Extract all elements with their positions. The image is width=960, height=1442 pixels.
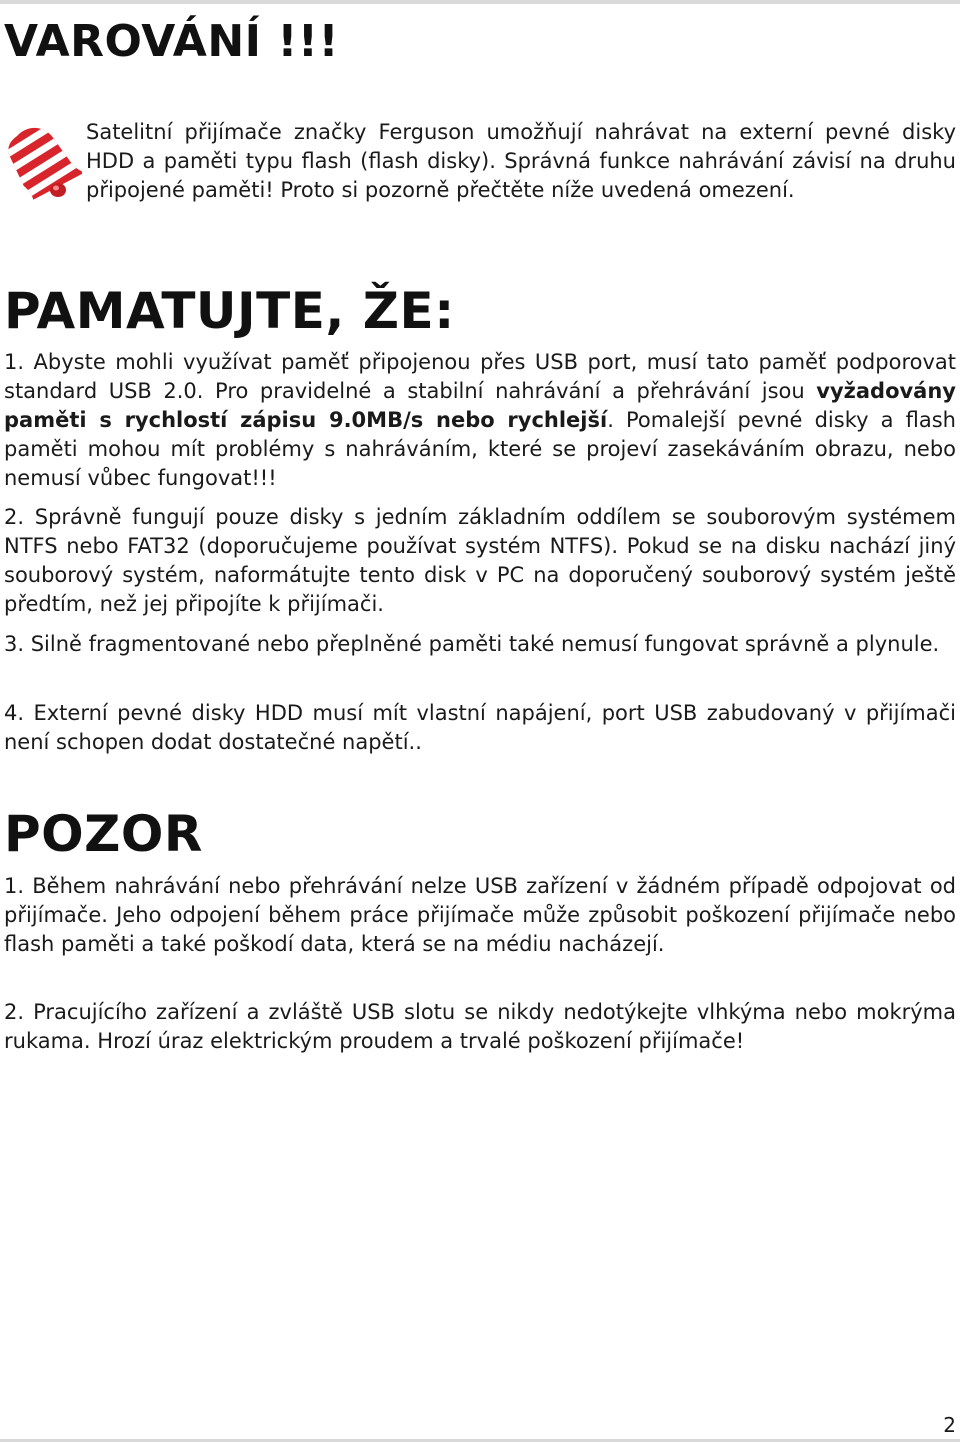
page-number: 2 — [943, 1413, 956, 1437]
remember-item-3: 3. Silně fragmentované nebo přeplněné paměti také nemusí fungovat správně a plynule. — [4, 632, 940, 656]
caution-item-1: 1. Během nahrávání nebo přehrávání nelze USB zařízení v žádném případě odpojovat od přijímače. Jeho odpojení během práce přijímače může způsobit poškození přijímače nebo flash paměti a také poškodí data, která se na médiu nacházejí. — [4, 874, 956, 956]
alarm-bell-icon — [6, 120, 82, 200]
remember-item-1-bold: vyžadovány paměti s rychlostí zápisu 9.0MB/s nebo rychlejší — [4, 379, 956, 432]
remember-title: PAMATUJTE, ŽE: — [4, 282, 455, 340]
caution-item-2: 2. Pracujícího zařízení a zvláště USB slotu se nikdy nedotýkejte vlhkýma nebo mokrýma rukama. Hrozí úraz elektrickým proudem a trvalé poškození přijímače! — [4, 1000, 956, 1053]
remember-item-4: 4. Externí pevné disky HDD musí mít vlastní napájení, port USB zabudovaný v přijímači není schopen dodat dostatečné napětí.. — [4, 701, 956, 754]
remember-item-1-end: . Pomalejší pevné disky a flash paměti mohou mít problémy s nahráváním, které se projeví zasekáváním obrazu, nebo nemusí vůbec fungovat!!! — [4, 408, 956, 490]
remember-item-1-start: 1. Abyste mohli využívat paměť připojenou přes USB port, musí tato paměť podporovat standard USB 2.0. Pro pravidelné a stabilní nahrávání a přehrávání jsou — [4, 350, 956, 403]
warning-title: VAROVÁNÍ !!! — [4, 16, 340, 67]
caution-title: POZOR — [4, 805, 203, 863]
top-rule — [0, 0, 960, 4]
warning-intro: Satelitní přijímače značky Ferguson umožňují nahrávat na externí pevné disky HDD a paměti typu flash (flash disky). Správná funkce nahrávání závisí na druhu připojené paměti! Proto si pozorně přečtěte níže uvedená omezení. — [86, 120, 956, 202]
remember-item-2: 2. Správně fungují pouze disky s jedním základním oddílem se souborovým systémem NTFS nebo FAT32 (doporučujeme používat systém NTFS). Pokud se na disku nachází jiný souborový systém, naformátujte tento disk v PC na doporučený souborový systém ještě předtím, než jej připojíte k přijímači. — [4, 505, 956, 616]
remember-item-1 — [4, 348, 956, 493]
